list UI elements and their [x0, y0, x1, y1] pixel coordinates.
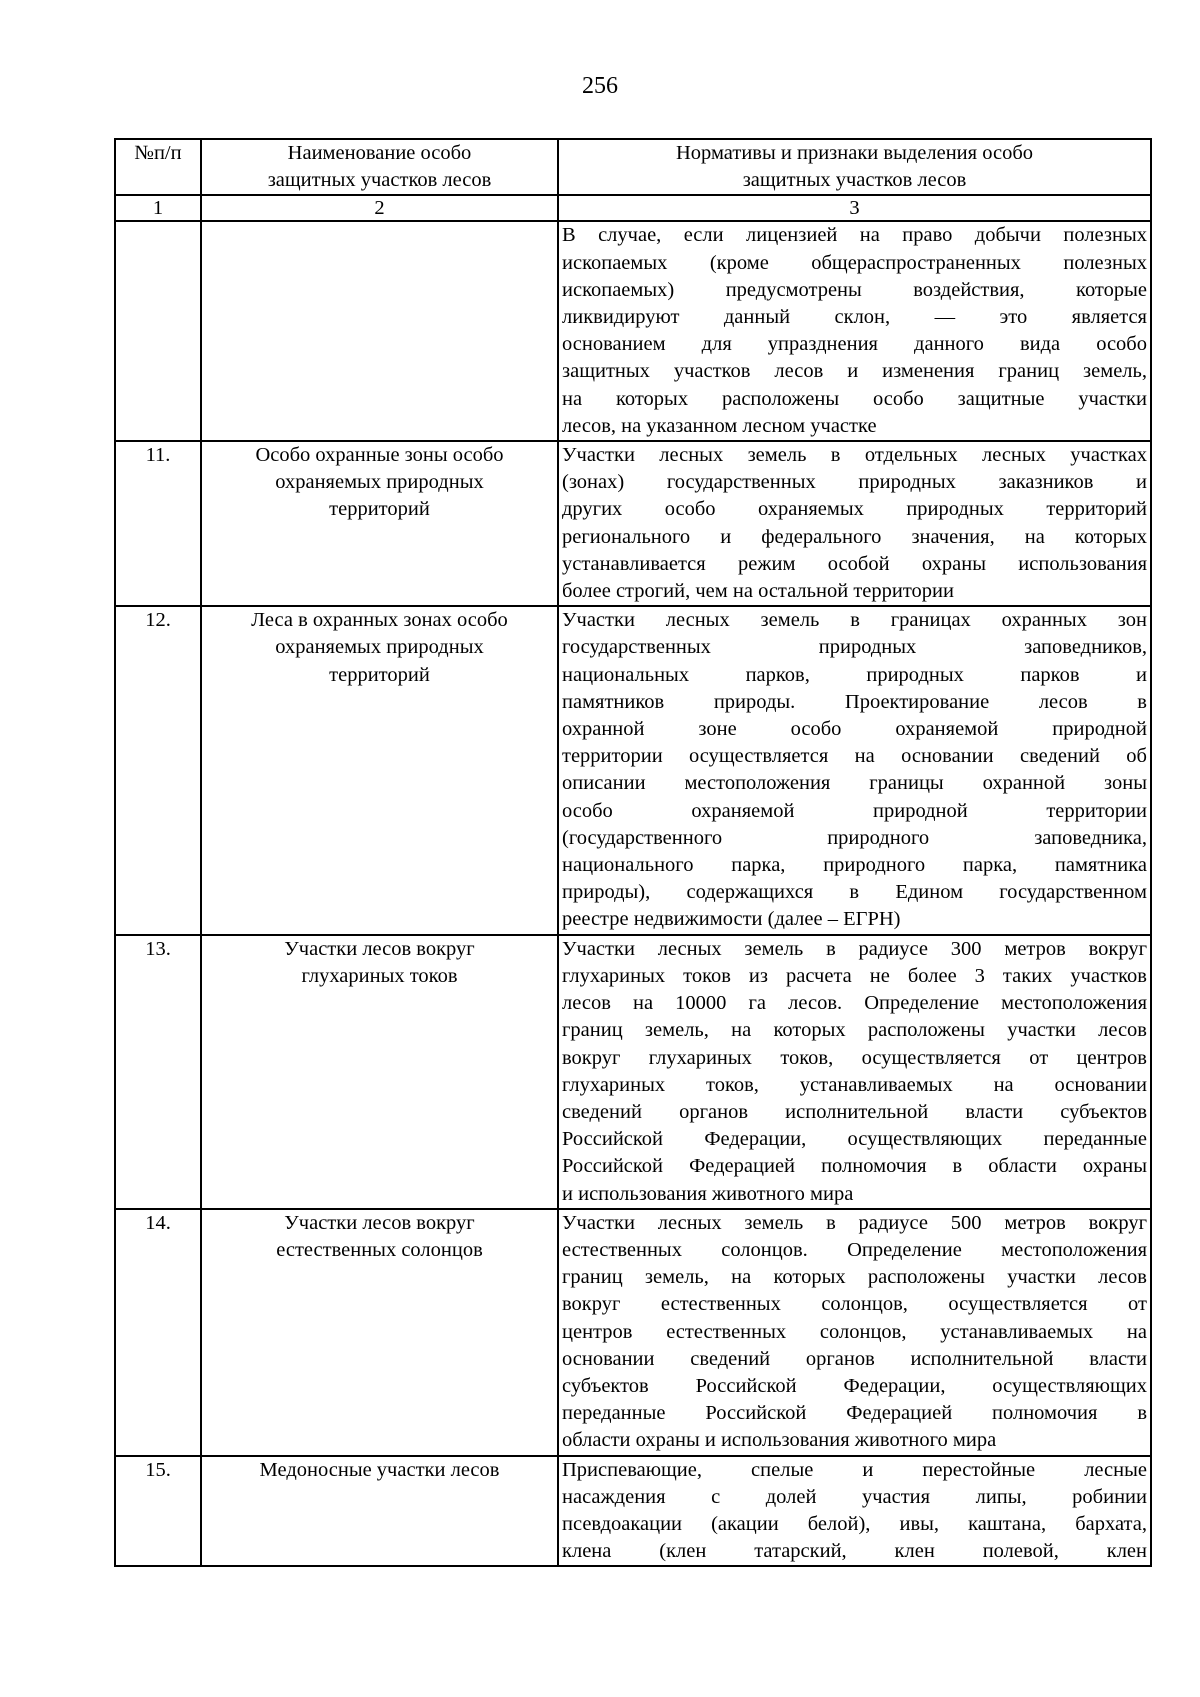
table-row: [115, 1209, 1151, 1456]
row-number: 15.: [115, 1456, 201, 1567]
row-number: 11.: [115, 441, 201, 606]
norm-line: основании сведений органов исполнительной власти: [562, 1347, 1147, 1370]
column-index: 3: [558, 195, 1151, 221]
norm-line: особо охраняемой природной территории: [562, 799, 1147, 822]
norm-description: [558, 606, 1151, 934]
norm-line: естественных солонцов. Определение местоположения: [562, 1238, 1147, 1261]
norm-line: ликвидируют данный склон, — это является: [562, 306, 1147, 329]
norm-description: [558, 441, 1151, 606]
norm-line: (зонах) государственных природных заказников и: [562, 471, 1147, 494]
header-row: [115, 139, 1151, 195]
norm-line: устанавливается режим особой охраны использования: [562, 552, 1147, 575]
header-norm-line: защитных участков лесов: [742, 169, 967, 192]
area-name: [201, 221, 558, 441]
norm-line: глухариных токов из расчета не более 3 таких участков: [562, 964, 1147, 987]
norm-line: Участки лесных земель в радиусе 500 метров вокруг: [562, 1211, 1147, 1234]
norm-line: на которых расположены особо защитные участки: [562, 387, 1147, 410]
norm-line: охранной зоне особо охраняемой природной: [562, 718, 1147, 741]
norm-line: границ земель, на которых расположены участки лесов: [562, 1019, 1147, 1042]
norm-description: [558, 221, 1151, 441]
area-name: [201, 441, 558, 606]
area-name: [201, 606, 558, 934]
area-name-line: территорий: [329, 663, 430, 686]
area-name-line: Леса в охранных зонах особо: [251, 609, 508, 632]
norm-line: Приспевающие, спелые и перестойные лесные: [562, 1458, 1147, 1481]
area-name-line: охраняемых природных: [275, 471, 484, 494]
table-row: [115, 221, 1151, 441]
norm-line: других особо охраняемых природных территорий: [562, 498, 1147, 521]
table-row: [115, 1456, 1151, 1567]
norm-line: лесов на 10000 га лесов. Определение местоположения: [562, 992, 1147, 1015]
header-name-line: Наименование особо: [287, 142, 472, 164]
norm-line: насаждения с долей участия липы, робинии: [562, 1485, 1147, 1508]
norms-table: [114, 138, 1152, 1567]
norm-line: основанием для упразднения данного вида особо: [562, 333, 1147, 356]
header-norm: [558, 139, 1151, 195]
page-number: 256: [582, 73, 618, 99]
norm-line: Участки лесных земель в радиусе 300 метров вокруг: [562, 937, 1147, 960]
column-index-row: [115, 195, 1151, 221]
norm-line: и использования животного мира: [562, 1182, 854, 1205]
area-name-line: охраняемых природных: [275, 636, 484, 659]
header-norm-line: Нормативы и признаки выделения особо: [675, 142, 1033, 164]
area-name: [201, 1209, 558, 1456]
column-index: 2: [201, 195, 558, 221]
norm-line: области охраны и использования животного мира: [562, 1429, 997, 1452]
row-number: 12.: [115, 606, 201, 934]
norm-description: [558, 1456, 1151, 1567]
norm-line: Участки лесных земель в границах охранных зон: [562, 609, 1147, 632]
norm-line: природы), содержащихся в Едином государственном: [562, 881, 1147, 904]
norm-line: клена (клен татарский, клен полевой, клен: [562, 1540, 1147, 1563]
table-row: [115, 441, 1151, 606]
norm-line: более строгий, чем на остальной территории: [562, 580, 954, 603]
norm-line: псевдоакации (акации белой), ивы, каштана, бархата,: [562, 1512, 1147, 1535]
table-row: [115, 606, 1151, 934]
norm-line: Российской Федерации, осуществляющих переданные: [562, 1128, 1147, 1151]
row-number: [115, 221, 201, 441]
header-num: [115, 139, 201, 195]
area-name-line: территорий: [329, 498, 430, 521]
area-name: [201, 1456, 558, 1567]
norm-line: государственных природных заповедников,: [562, 636, 1147, 659]
header-name-line: защитных участков лесов: [267, 169, 492, 192]
norm-line: сведений органов исполнительной власти субъектов: [562, 1100, 1147, 1123]
area-name: [201, 935, 558, 1209]
area-name-line: естественных солонцов: [276, 1238, 483, 1261]
norm-line: субъектов Российской Федерации, осуществляющих: [562, 1374, 1147, 1397]
norm-line: национального парка, природного парка, памятника: [562, 854, 1147, 877]
area-name-line: Участки лесов вокруг: [284, 937, 475, 960]
norm-description: [558, 935, 1151, 1209]
norm-line: защитных участков лесов и изменения границ земель,: [562, 360, 1147, 383]
norm-line: (государственного природного заповедника,: [562, 826, 1147, 849]
norm-line: В случае, если лицензией на право добычи полезных: [562, 224, 1147, 247]
norm-line: границ земель, на которых расположены участки лесов: [562, 1266, 1147, 1289]
column-index: 1: [115, 195, 201, 221]
norm-line: вокруг глухариных токов, осуществляется от центров: [562, 1046, 1147, 1069]
norm-line: центров естественных солонцов, устанавливаемых на: [562, 1320, 1147, 1343]
norm-line: территории осуществляется на основании сведений об: [562, 745, 1147, 768]
norm-line: Участки лесных земель в отдельных лесных участках: [562, 444, 1147, 467]
table-row: [115, 935, 1151, 1209]
norm-line: национальных парков, природных парков и: [562, 663, 1147, 686]
norm-line: регионального и федерального значения, на которых: [562, 525, 1147, 548]
norm-line: ископаемых (кроме общераспространенных полезных: [562, 251, 1147, 274]
norm-line: ископаемых) предусмотрены воздействия, которые: [562, 278, 1147, 301]
norm-line: описании местоположения границы охранной зоны: [562, 772, 1147, 795]
norm-line: вокруг естественных солонцов, осуществляется от: [562, 1293, 1147, 1316]
row-number: 13.: [115, 935, 201, 1209]
norm-line: памятников природы. Проектирование лесов в: [562, 690, 1147, 713]
area-name-line: Особо охранные зоны особо: [255, 444, 504, 467]
area-name-line: глухариных токов: [301, 964, 458, 987]
norm-line: глухариных токов, устанавливаемых на основании: [562, 1073, 1147, 1096]
norm-line: Российской Федерацией полномочия в области охраны: [562, 1155, 1147, 1178]
header-name: [201, 139, 558, 195]
norm-line: переданные Российской Федерацией полномочия в: [562, 1402, 1147, 1425]
norm-description: [558, 1209, 1151, 1456]
header-num-label: №п/п: [134, 142, 182, 164]
norm-line: реестре недвижимости (далее – ЕГРН): [562, 908, 901, 931]
area-name-line: Участки лесов вокруг: [284, 1211, 475, 1234]
row-number: 14.: [115, 1209, 201, 1456]
norm-line: лесов, на указанном лесном участке: [562, 414, 877, 437]
area-name-line: Медоносные участки лесов: [259, 1458, 500, 1481]
